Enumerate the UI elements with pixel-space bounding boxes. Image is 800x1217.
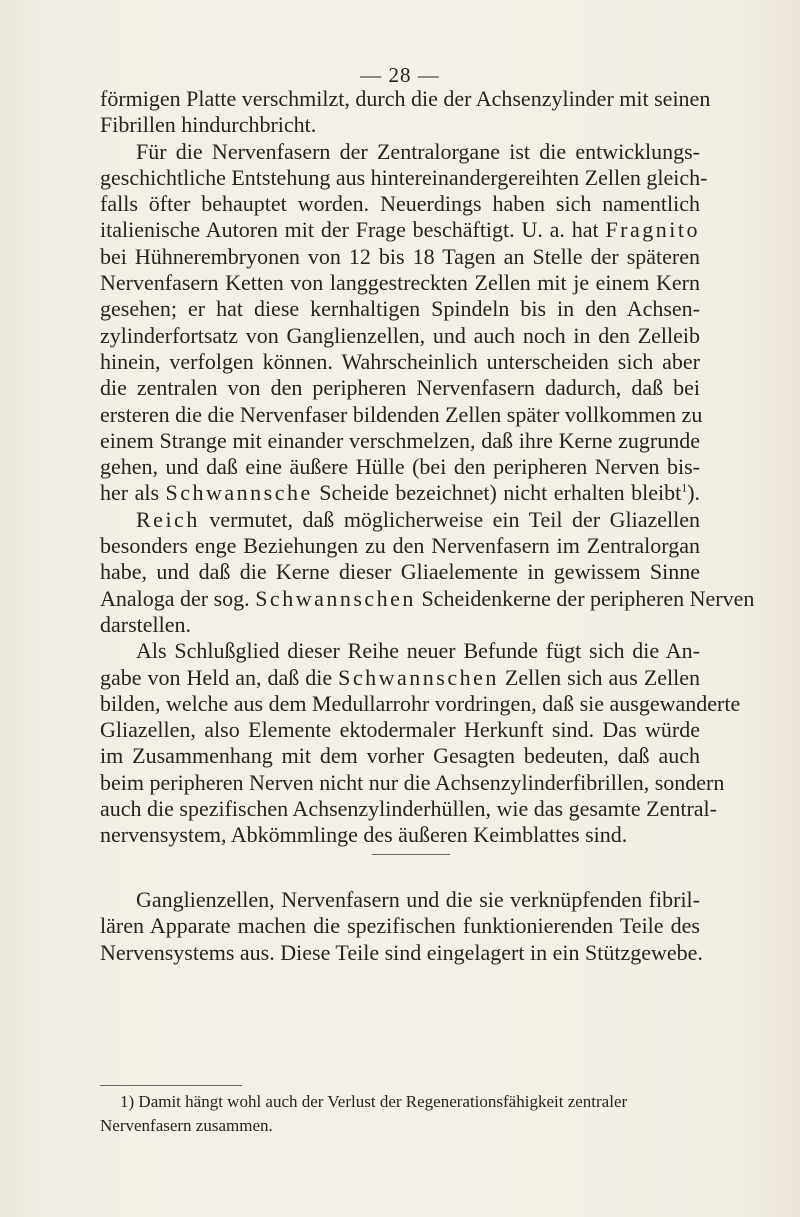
text-line: förmigen Platte verschmilzt, durch die der Achsenzylinder mit seinen [100, 86, 711, 111]
text-line: gehen, und daß eine äußere Hülle (bei den peripheren Nerven bis- [100, 454, 700, 480]
text-line: habe, und daß die Kerne dieser Gliaelemente in gewissem Sinne [100, 559, 700, 585]
text-line: lären Apparate machen die spezifischen funktionierenden Teile des [100, 913, 700, 939]
text-line: Für die Nervenfasern der Zentralorgane ist die entwicklungs- [136, 138, 700, 164]
author-name: Schwannschen [255, 585, 416, 611]
author-name: Fragnito [605, 217, 700, 243]
text-line: Reich vermutet, daß möglicherweise ein Teil der Gliazellen [136, 506, 700, 532]
text-line: die zentralen von den peripheren Nervenfasern dadurch, daß bei [100, 375, 700, 401]
text-line: auch die spezifischen Achsenzylinderhüllen, wie das gesamte Zentral- [100, 796, 717, 822]
text-line: Gliazellen, also Elemente ektodermaler Herkunft sind. Das würde [100, 717, 700, 743]
text-line: gesehen; er hat diese kernhaltigen Spindeln bis in den Achsen- [100, 296, 700, 322]
text-line: Analoga der sog. Schwannschen Scheidenkerne der peripheren Nerven [100, 585, 755, 611]
text-line: gabe von Held an, daß die Schwannschen Zellen sich aus Zellen [100, 664, 701, 690]
footnote-divider [100, 1085, 242, 1086]
author-name: Schwannsche [165, 480, 313, 506]
text-line: Nervensystems aus. Diese Teile sind eingelagert in ein Stützgewebe. [100, 939, 703, 965]
text-line: falls öfter behauptet worden. Neuerdings haben sich namentlich [100, 191, 700, 217]
section-divider [372, 854, 450, 855]
text-line: im Zusammenhang mit dem vorher Gesagten bedeuten, daß auch [100, 743, 700, 769]
text-line: her als Schwannsche Scheide bezeichnet) nicht erhalten bleibt$^1$). [100, 480, 701, 506]
text-line: einem Strange mit einander verschmelzen, daß ihre Kerne zugrunde [100, 427, 700, 453]
footnotes [100, 1090, 700, 1138]
text-line: darstellen. [100, 611, 192, 637]
text-line: Nervenfasern Ketten von langgestreckten Zellen mit je einem Kern [100, 270, 700, 296]
section-text [100, 887, 703, 966]
text-line: nervensystem, Abkömmlinge des äußeren Keimblattes sind. [100, 822, 628, 848]
text-line: beim peripheren Nerven nicht nur die Achsenzylinderfibrillen, sondern [100, 769, 725, 795]
text-line: bei Hühnerembryonen von 12 bis 18 Tagen an Stelle der späteren [100, 243, 700, 269]
text-line: hinein, verfolgen können. Wahrscheinlich unterscheiden sich aber [100, 348, 700, 374]
text-line: italienische Autoren mit der Frage beschäftigt. U. a. hat Fragnito [100, 217, 700, 243]
author-name: Reich [136, 506, 200, 532]
footnote-line: Nervenfasern zusammen. [100, 1116, 273, 1135]
author-name: Schwannschen [338, 664, 499, 690]
text-line: zylinderfortsatz von Ganglienzellen, und auch noch in den Zelleib [100, 322, 700, 348]
text-line: Ganglienzellen, Nervenfasern und die sie verknüpfenden fibril- [136, 887, 700, 912]
footnote-marker[interactable]: 1 [681, 481, 688, 496]
text-line: Als Schlußglied dieser Reihe neuer Befunde fügt sich die An- [136, 638, 700, 664]
text-line: Fibrillen hindurchbricht. [100, 112, 317, 138]
main-text [100, 86, 755, 849]
text-line: bilden, welche aus dem Medullarrohr vordringen, daß sie ausgewanderte [100, 690, 741, 716]
page-number: — 28 — [360, 63, 440, 87]
text-line: besonders enge Beziehungen zu den Nervenfasern im Zentralorgan [100, 533, 700, 559]
footnote-line: 1) Damit hängt wohl auch der Verlust der Regenerationsfähigkeit zentraler [120, 1092, 628, 1111]
text-line: geschichtliche Entstehung aus hintereinandergereihten Zellen gleich- [100, 164, 708, 190]
text-line: ersteren die die Nervenfaser bildenden Zellen später vollkommen zu [100, 401, 703, 427]
